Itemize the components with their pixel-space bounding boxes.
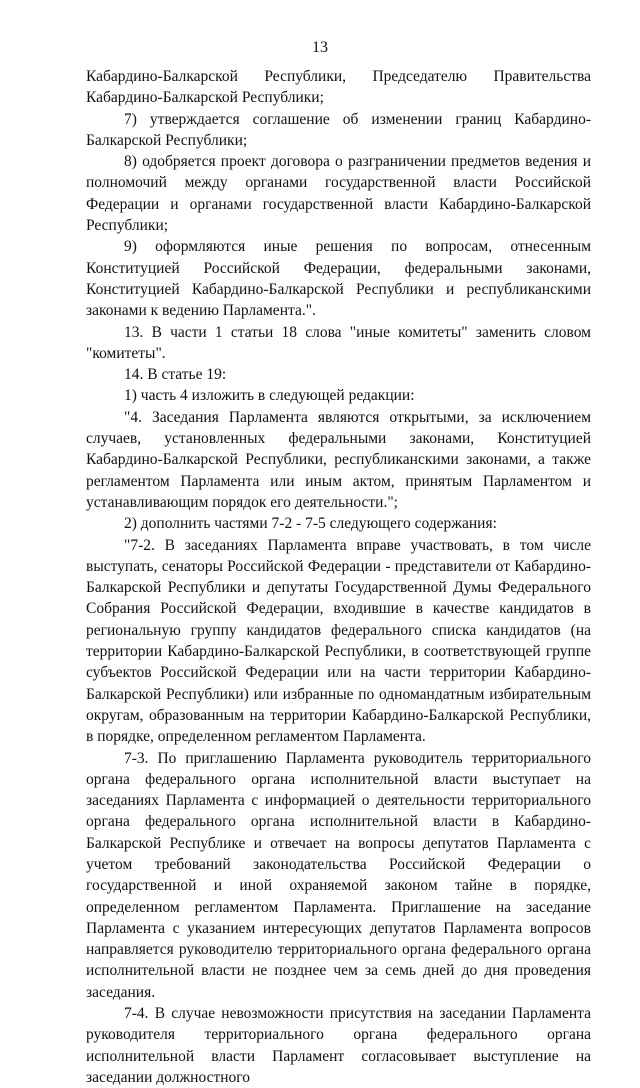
paragraph-part-7-4: 7-4. В случае невозможности присутствия на заседании Парламента руководителя территориального органа федерального органа исполнительной власти Парламент согласовывает выступление на заседании должностного [86,1005,591,1086]
page-number: 13 [312,39,328,56]
paragraph-continuation: Кабардино-Балкарской Республики, Председателю Правительства Кабардино-Балкарской Республики; [86,68,591,107]
paragraph-item-7: 7) утверждается соглашение об изменении границ Кабардино-Балкарской Республики; [86,110,591,149]
paragraph-clause-13: 13. В части 1 статьи 18 слова "иные комитеты" заменить словом "комитеты". [86,323,591,362]
paragraph-item-9: 9) оформляются иные решения по вопросам, отнесенным Конституцией Российской Федерации, федеральными законами, Конституцией Кабардино-Балкарской Республики и республиканскими законами к ведению Парламента.". [86,238,591,320]
document-body [86,66,591,1088]
paragraph-subitem-1: 1) часть 4 изложить в следующей редакции: [124,387,415,405]
paragraph-part-7-3: 7-3. По приглашению Парламента руководитель территориального органа федерального органа исполнительной власти выступает на заседаниях Парламента с информацией о деятельности территориального органа федерального органа исполнительной власти в Кабардино-Балкарской Республике и отвечает на вопросы депутатов Парламента с учетом требований законодательства Российской Федерации о государственной и иной охраняемой законом тайне в порядке, определенном регламентом Парламента. Приглашение на заседание Парламента с указанием интересующих депутатов Парламента вопросов направляется руководителю территориального органа федерального органа исполнительной власти не позднее чем за семь дней до дня проведения заседания. [86,749,591,1001]
paragraph-part-4: "4. Заседания Парламента являются открытыми, за исключением случаев, установленных федеральными законами, Конституцией Кабардино-Балкарской Республики, республиканскими законами, а также регламентом Парламента или иным актом, принятым Парламентом и устанавливающим порядок его деятельности."; [86,408,591,511]
paragraph-subitem-2: 2) дополнить частями 7-2 - 7-5 следующего содержания: [124,515,497,533]
paragraph-clause-14: 14. В статье 19: [124,366,227,384]
paragraph-part-7-2: "7-2. В заседаниях Парламента вправе участвовать, в том числе выступать, сенаторы Российской Федерации - представители от Кабардино-Балкарской Республики и депутаты Государственной Думы Федерального Собрания Российской Федерации, входившие в качестве кандидатов в региональную группу кандидатов федерального списка кандидатов (на территории Кабардино-Балкарской Республики, в соответствующей группе субъектов Российской Федерации или на части территории Кабардино-Балкарской Республики) или избранные по одномандатным избирательным округам, образованным на территории Кабардино-Балкарской Республики, в порядке, определенном регламентом Парламента. [86,536,591,746]
paragraph-item-8: 8) одобряется проект договора о разграничении предметов ведения и полномочий между органами государственной власти Российской Федерации и органами государственной власти Кабардино-Балкарской Республики; [86,153,591,235]
